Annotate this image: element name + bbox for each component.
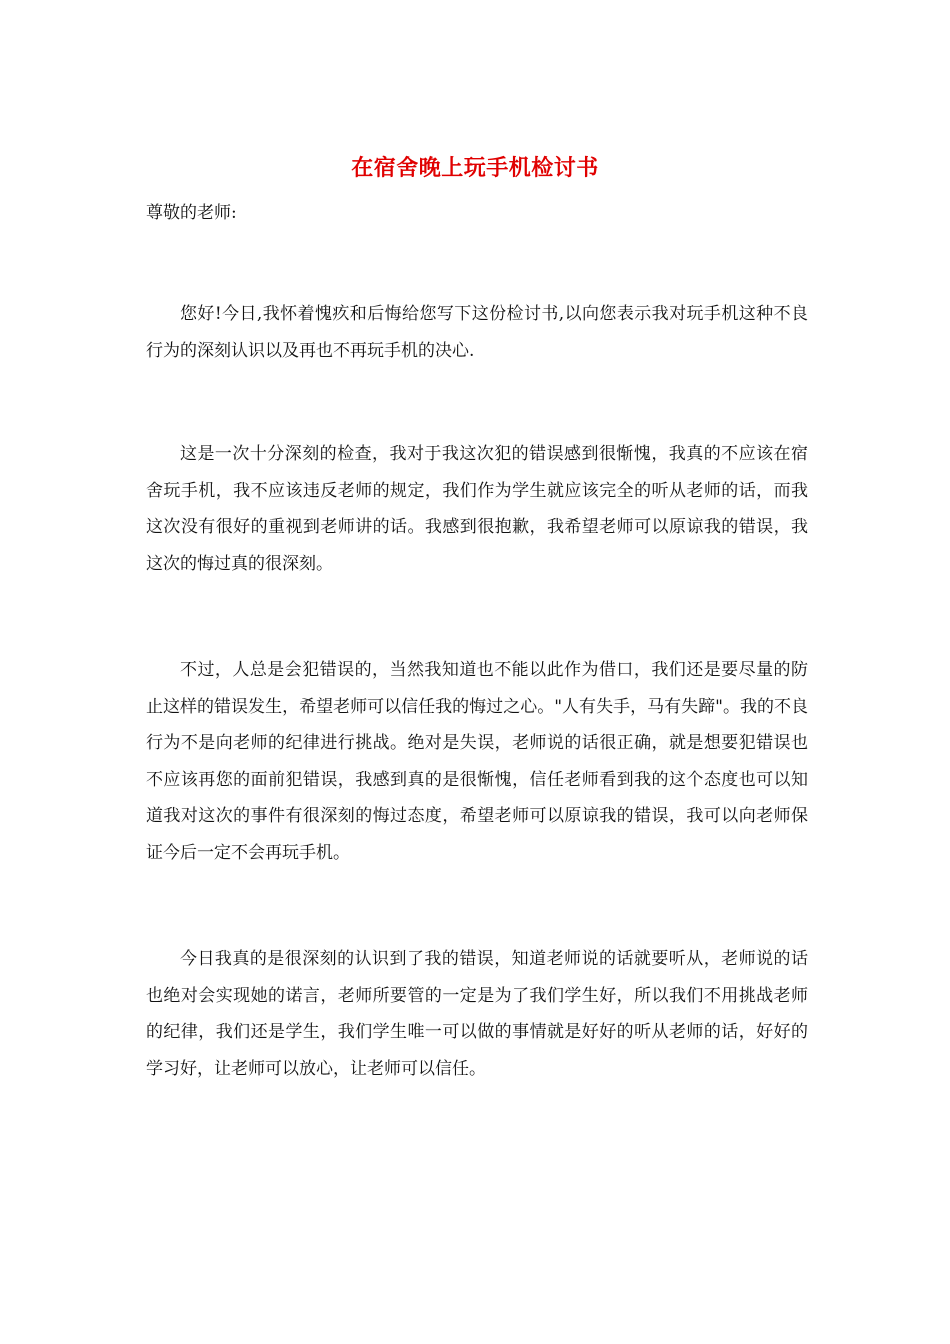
paragraph-1: 您好!今日,我怀着愧疚和后悔给您写下这份检讨书,以向您表示我对玩手机这种不良行为的深刻认识以及再也不再玩手机的决心. — [146, 304, 808, 361]
salutation: 尊敬的老师: — [146, 203, 237, 223]
document-title: 在宿舍晚上玩手机检讨书 — [351, 155, 599, 181]
paragraph-2: 这是一次十分深刻的检查，我对于我这次犯的错误感到很惭愧，我真的不应该在宿舍玩手机，我不应该违反老师的规定，我们作为学生就应该完全的听从老师的话，而我这次没有很好的重视到老师讲的话。我感到很抱歉，我希望老师可以原谅我的错误，我这次的悔过真的很深刻。 — [146, 444, 808, 574]
paragraph-3: 不过，人总是会犯错误的，当然我知道也不能以此作为借口，我们还是要尽量的防止这样的错误发生，希望老师可以信任我的悔过之心。"人有失手，马有失蹄"。我的不良行为不是向老师的纪律进行挑战。绝对是失误，老师说的话很正确，就是想要犯错误也不应该再您的面前犯错误，我感到真的是很惭愧，信任老师看到我的这个态度也可以知道我对这次的事件有很深刻的悔过态度，希望老师可以原谅我的错误，我可以向老师保证今后一定不会再玩手机。 — [146, 660, 808, 863]
paragraph-4: 今日我真的是很深刻的认识到了我的错误，知道老师说的话就要听从，老师说的话也绝对会实现她的诺言，老师所要管的一定是为了我们学生好，所以我们不用挑战老师的纪律，我们还是学生，我们学生唯一可以做的事情就是好好的听从老师的话，好好的学习好，让老师可以放心，让老师可以信任。 — [146, 949, 808, 1079]
